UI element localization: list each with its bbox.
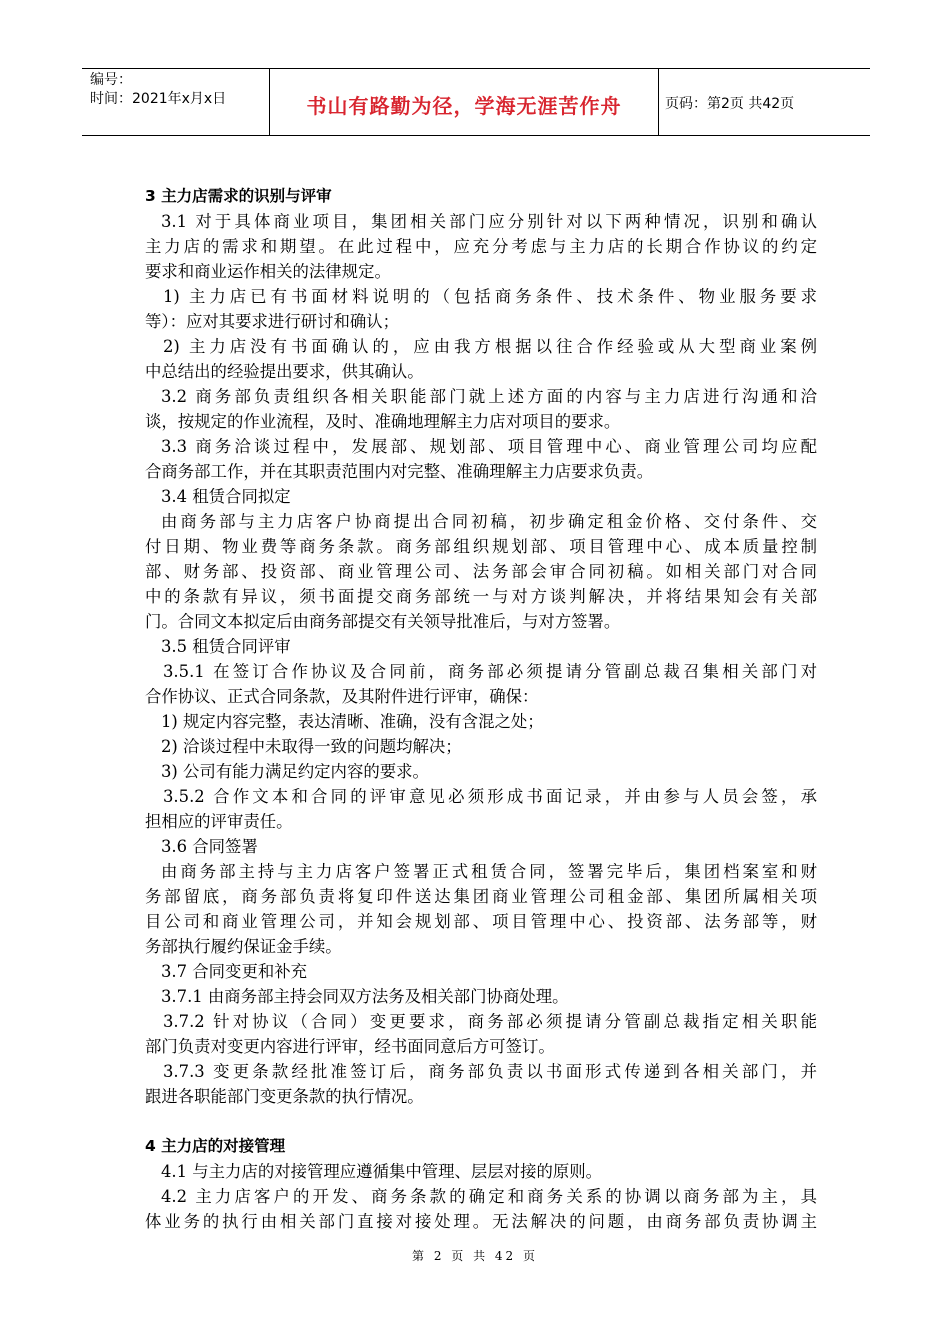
paragraph-line: 付日期、物业费等商务条款。商务部组织规划部、项目管理中心、成本质量控制 bbox=[145, 537, 817, 556]
header-top-rule bbox=[82, 68, 870, 69]
paragraph-line: 3.1 对于具体商业项目，集团相关部门应分别针对以下两种情况，识别和确认 bbox=[161, 212, 817, 231]
document-body bbox=[145, 184, 817, 1234]
paragraph-line: 中的条款有异议，须书面提交商务部统一与对方谈判解决，并将结果知会有关部 bbox=[145, 587, 817, 606]
paragraph-line: 务部执行履约保证金手续。 bbox=[145, 937, 342, 956]
paragraph-line: 体业务的执行由相关部门直接对接处理。无法解决的问题，由商务部负责协调主 bbox=[145, 1212, 817, 1231]
page-footer: 第 2 页 共 42 页 bbox=[412, 1249, 538, 1263]
paragraph-line: 目公司和商业管理公司，并知会规划部、项目管理中心、投资部、法务部等，财 bbox=[145, 912, 817, 931]
paragraph-line: 4.1 与主力店的对接管理应遵循集中管理、层层对接的原则。 bbox=[161, 1162, 603, 1181]
list-item: 3) 公司有能力满足约定内容的要求。 bbox=[161, 762, 429, 781]
paragraph-line: 务部留底，商务部负责将复印件送达集团商业管理公司租金部、集团所属相关项 bbox=[145, 887, 817, 906]
paragraph-line: 等）：应对其要求进行研讨和确认； bbox=[145, 312, 400, 331]
subsection-heading: 3.6 合同签署 bbox=[161, 837, 258, 856]
paragraph-line: 要求和商业运作相关的法律规定。 bbox=[145, 262, 391, 281]
paragraph-line: 部门负责对变更内容进行评审，经书面同意后方可签订。 bbox=[145, 1037, 555, 1056]
list-item: 2) 洽谈过程中未取得一致的问题均解决； bbox=[161, 737, 462, 756]
paragraph-line: 3.7.1 由商务部主持会同双方法务及相关部门协商处理。 bbox=[161, 987, 569, 1006]
header-divider bbox=[658, 68, 659, 136]
paragraph-line: 谈，按规定的作业流程，及时、准确地理解主力店对项目的要求。 bbox=[145, 412, 621, 431]
paragraph-line: 3.2 商务部负责组织各相关职能部门就上述方面的内容与主力店进行沟通和洽 bbox=[161, 387, 817, 406]
page-header bbox=[82, 68, 870, 136]
blank-line bbox=[145, 1109, 817, 1134]
list-item: 1) 规定内容完整，表达清晰、准确，没有含混之处； bbox=[161, 712, 544, 731]
paragraph-line: 4.2 主力店客户的开发、商务条款的确定和商务关系的协调以商务部为主，具 bbox=[161, 1187, 817, 1206]
paragraph-line: 3.5.2 合作文本和合同的评审意见必须形成书面记录，并由参与人员会签，承 bbox=[163, 787, 817, 806]
paragraph-line: 2) 主力店没有书面确认的，应由我方根据以往合作经验或从大型商业案例 bbox=[163, 337, 817, 356]
header-motto: 书山有路勤为径，学海无涯苦作舟 bbox=[306, 94, 622, 118]
header-meta bbox=[90, 71, 268, 109]
section-heading-4: 4 主力店的对接管理 bbox=[145, 1137, 286, 1155]
paragraph-line: 担相应的评审责任。 bbox=[145, 812, 293, 831]
paragraph-line: 跟进各职能部门变更条款的执行情况。 bbox=[145, 1087, 424, 1106]
paragraph-line: 3.5.1 在签订合作协议及合同前，商务部必须提请分管副总裁召集相关部门对 bbox=[163, 662, 817, 681]
subsection-heading: 3.5 租赁合同评审 bbox=[161, 637, 291, 656]
section-heading-3: 3 主力店需求的识别与评审 bbox=[145, 187, 332, 205]
paragraph-line: 3.7.3 变更条款经批准签订后，商务部负责以书面形式传递到各相关部门，并 bbox=[163, 1062, 817, 1081]
paragraph-line: 由商务部与主力店客户协商提出合同初稿，初步确定租金价格、交付条件、交 bbox=[161, 512, 817, 531]
paragraph-line: 1) 主力店已有书面材料说明的（包括商务条件、技术条件、物业服务要求 bbox=[163, 287, 817, 306]
paragraph-line: 中总结出的经验提出要求，供其确认。 bbox=[145, 362, 424, 381]
serial-label: 编号： bbox=[90, 72, 132, 88]
paragraph-line: 3.3 商务洽谈过程中，发展部、规划部、项目管理中心、商业管理公司均应配 bbox=[161, 437, 817, 456]
paragraph-line: 部、财务部、投资部、商业管理公司、法务部会审合同初稿。如相关部门对合同 bbox=[145, 562, 817, 581]
subsection-heading: 3.7 合同变更和补充 bbox=[161, 962, 308, 981]
paragraph-line: 主力店的需求和期望。在此过程中，应充分考虑与主力店的长期合作协议的约定 bbox=[145, 237, 817, 256]
date-label: 时间：2021年x月x日 bbox=[90, 91, 227, 107]
paragraph-line: 合作协议、正式合同条款，及其附件进行评审，确保： bbox=[145, 687, 539, 706]
paragraph-line: 合商务部工作，并在其职责范围内对完整、准确理解主力店要求负责。 bbox=[145, 462, 654, 481]
paragraph-line: 门。合同文本拟定后由商务部提交有关领导批准后，与对方签署。 bbox=[145, 612, 621, 631]
header-bottom-rule bbox=[82, 135, 870, 136]
paragraph-line: 由商务部主持与主力店客户签署正式租赁合同，签署完毕后，集团档案室和财 bbox=[161, 862, 817, 881]
paragraph-line: 3.7.2 针对协议（合同）变更要求，商务部必须提请分管副总裁指定相关职能 bbox=[163, 1012, 817, 1031]
header-page-info: 页码：第2页 共42页 bbox=[665, 96, 795, 112]
subsection-heading: 3.4 租赁合同拟定 bbox=[161, 487, 291, 506]
